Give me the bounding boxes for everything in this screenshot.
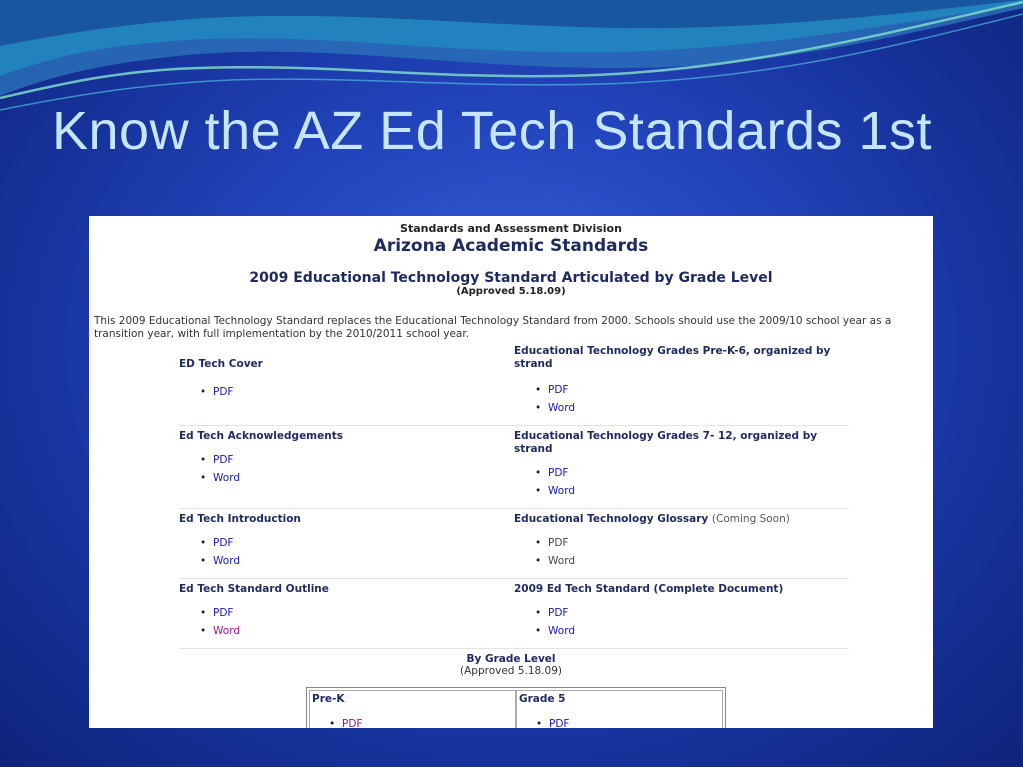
doc-title-complete-document: 2009 Ed Tech Standard (Complete Document) xyxy=(514,583,784,595)
doc-cell xyxy=(514,426,849,509)
doc-title-standard-outline: Ed Tech Standard Outline xyxy=(179,583,329,595)
division-label: Standards and Assessment Division xyxy=(400,222,622,235)
list-item xyxy=(213,383,514,401)
list-item xyxy=(213,604,514,622)
coming-soon-note: (Coming Soon) xyxy=(711,513,790,525)
approved-date: (Approved 5.18.09) xyxy=(456,286,566,297)
documents-table xyxy=(179,342,849,649)
slide-title: Know the AZ Ed Tech Standards 1st xyxy=(52,101,933,161)
grade-cell-prek xyxy=(309,690,516,728)
list-item xyxy=(548,534,849,552)
word-link[interactable]: Word xyxy=(548,402,575,414)
list-item xyxy=(548,399,849,417)
standard-heading: 2009 Educational Technology Standard Articulated by Grade Level xyxy=(249,270,773,286)
doc-title-ed-tech-cover: ED Tech Cover xyxy=(179,358,263,370)
doc-title-introduction: Ed Tech Introduction xyxy=(179,513,301,525)
by-grade-approved: (Approved 5.18.09) xyxy=(460,665,562,677)
by-grade-title: By Grade Level xyxy=(466,653,556,665)
doc-title-grades-7-12: Educational Technology Grades 7- 12, organized by strand xyxy=(514,430,818,455)
word-link[interactable]: Word xyxy=(213,625,240,637)
list-item xyxy=(213,622,514,640)
doc-cell xyxy=(179,509,514,579)
pdf-link[interactable]: PDF xyxy=(548,607,569,619)
list-item xyxy=(342,715,515,728)
grade-level-table xyxy=(306,687,726,728)
pdf-link[interactable]: PDF xyxy=(213,607,234,619)
list-item xyxy=(548,622,849,640)
pdf-link[interactable]: PDF xyxy=(548,384,569,396)
word-link[interactable]: Word xyxy=(548,625,575,637)
doc-title-grades-prek-6: Educational Technology Grades Pre-K-6, organized by strand xyxy=(514,345,831,370)
table-row xyxy=(179,509,849,579)
word-link[interactable]: Word xyxy=(548,485,575,497)
table-row xyxy=(179,579,849,649)
list-item xyxy=(213,451,514,469)
webpage-screenshot xyxy=(89,216,933,728)
list-item xyxy=(548,552,849,570)
doc-title-glossary xyxy=(514,513,849,526)
pdf-link[interactable]: PDF xyxy=(342,718,363,728)
word-link[interactable]: Word xyxy=(213,472,240,484)
list-item xyxy=(548,604,849,622)
pdf-link[interactable]: PDF xyxy=(549,718,570,728)
glossary-title: Educational Technology Glossary xyxy=(514,513,709,525)
doc-cell xyxy=(514,579,849,649)
doc-cell xyxy=(179,426,514,509)
by-grade-heading xyxy=(89,653,933,677)
doc-cell xyxy=(179,342,514,426)
list-item xyxy=(548,464,849,482)
list-item xyxy=(549,715,722,728)
grade-title: Grade 5 xyxy=(519,693,566,705)
pdf-link[interactable]: PDF xyxy=(213,386,234,398)
list-item xyxy=(548,482,849,500)
pdf-link[interactable]: PDF xyxy=(213,537,234,549)
list-item xyxy=(213,534,514,552)
word-link[interactable]: Word xyxy=(213,555,240,567)
word-label-disabled: Word xyxy=(548,555,575,567)
doc-cell xyxy=(514,509,849,579)
table-row xyxy=(179,426,849,509)
intro-text: This 2009 Educational Technology Standard replaces the Educational Technology Standard from 2000. Schools should use the 2009/10 school year as a transition year, with full implementation by the 2010/2011 school year. xyxy=(94,315,892,340)
doc-cell xyxy=(179,579,514,649)
list-item xyxy=(213,469,514,487)
list-item xyxy=(213,552,514,570)
grade-title: Pre-K xyxy=(312,693,345,705)
list-item xyxy=(548,381,849,399)
table-row xyxy=(179,342,849,426)
grade-cell-grade-5 xyxy=(516,690,723,728)
page-heading: Arizona Academic Standards xyxy=(373,236,649,256)
pdf-label-disabled: PDF xyxy=(548,537,569,549)
pdf-link[interactable]: PDF xyxy=(213,454,234,466)
doc-cell xyxy=(514,342,849,426)
pdf-link[interactable]: PDF xyxy=(548,467,569,479)
doc-title-acknowledgements: Ed Tech Acknowledgements xyxy=(179,430,343,442)
